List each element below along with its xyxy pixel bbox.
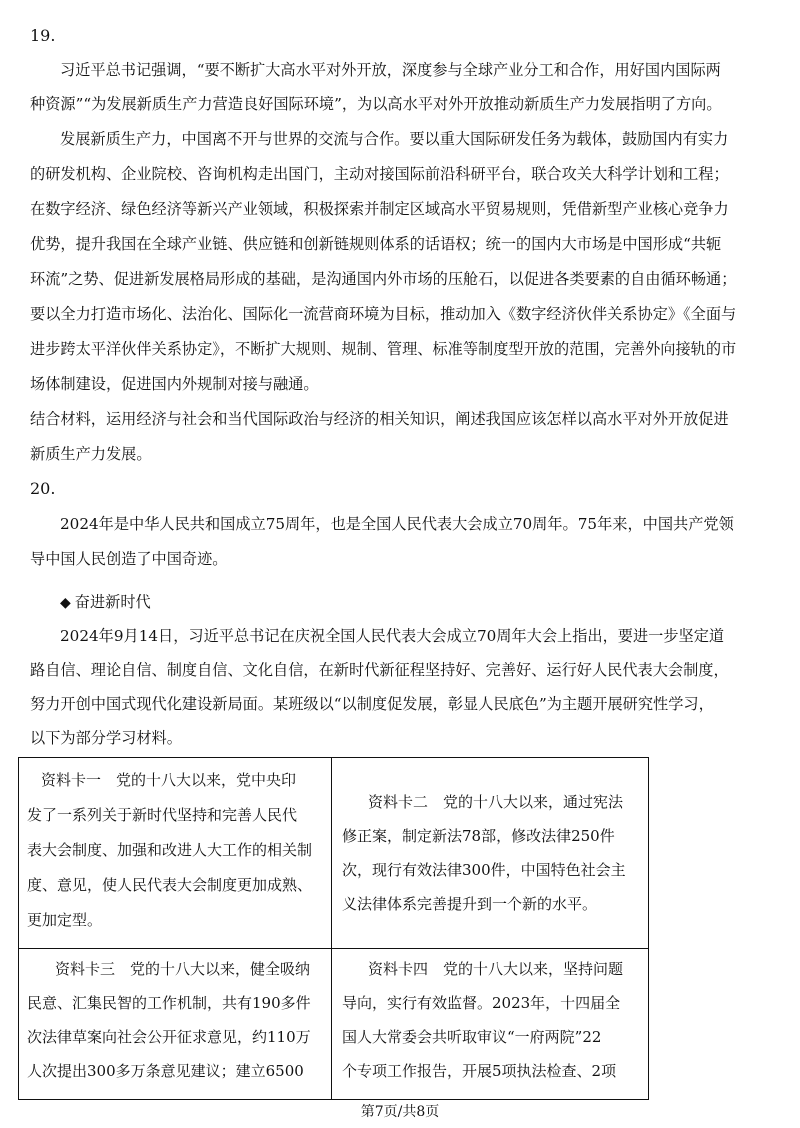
material-card-2 (332, 758, 649, 949)
card4-line: 导向，实行有效监督。2023年，十四届全 (342, 994, 621, 1012)
card2-line: 次，现行有效法律300件，中国特色社会主 (342, 861, 626, 879)
card4-line: 国人大常委会共听取审议“一府两院”22 (342, 1028, 602, 1046)
q20-para-line-2: 路自信、理论自信、制度自信、文化自信，在新时代新征程坚持好、完善好、运行好人民代表大会制度， (30, 661, 729, 679)
card2-line: 资料卡二 党的十八大以来，通过宪法 (368, 793, 624, 811)
card3-line: 资料卡三 党的十八大以来，健全吸纳 (55, 960, 311, 978)
q19-para2-line-8: 场体制建设，促进国内外规制对接与融通。 (30, 375, 319, 393)
page-footer: 第7页/共8页 (360, 1104, 440, 1120)
q19-para2-line-5: 环流”之势、促进新发展格局形成的基础，是沟通国内外市场的压舱石，以促进各类要素的自由循环畅通； (30, 270, 737, 288)
q19-para2-line-2: 的研发机构、企业院校、咨询机构走出国门，主动对接国际前沿科研平台，联合攻关大科学计划和工程； (30, 165, 729, 183)
q20-para-line-3: 努力开创中国式现代化建设新局面。某班级以“以制度促发展，彰显人民底色”为主题开展研究性学习， (30, 695, 714, 713)
q20-section-heading (60, 592, 800, 613)
section-title: 奋进新时代 (74, 593, 151, 611)
q19-question-line-2: 新质生产力发展。 (30, 445, 152, 463)
q19-para2-line-6: 要以全力打造市场化、法治化、国际化一流营商环境为目标，推动加入《数字经济伙伴关系协定》《全面与 (30, 305, 737, 323)
question-20-number: 20. (30, 479, 56, 498)
q19-para1-line-2: 种资源”“为发展新质生产力营造良好国际环境”，为以高水平对外开放推动新质生产力发展指明了方向。 (30, 95, 722, 113)
material-card-1 (19, 758, 332, 949)
q20-intro-line-1: 2024年是中华人民共和国成立75周年，也是全国人民代表大会成立70周年。75年来，中国共产党领 (60, 515, 734, 533)
card2-line: 修正案，制定新法78部，修改法律250件 (342, 827, 615, 845)
question-19-number: 19. (30, 26, 56, 45)
card1-line: 发了一系列关于新时代坚持和完善人民代 (27, 806, 298, 824)
q20-para-line-4: 以下为部分学习材料。 (30, 729, 182, 747)
q20-para-line-1: 2024年9月14日，习近平总书记在庆祝全国人民代表大会成立70周年大会上指出，要进一步坚定道 (60, 627, 725, 645)
card3-line: 民意、汇集民智的工作机制，共有190多件 (27, 994, 311, 1012)
card3-line: 次法律草案向社会公开征求意见，约110万 (27, 1028, 311, 1046)
card1-line: 资料卡一 党的十八大以来，党中央印 (41, 771, 297, 789)
q19-para1-line-1: 习近平总书记强调，“要不断扩大高水平对外开放，深度参与全球产业分工和合作，用好国内国际两 (60, 61, 721, 79)
card2-line: 义法律体系完善提升到一个新的水平。 (342, 895, 598, 913)
material-card-4 (332, 949, 649, 1100)
card1-line: 表大会制度、加强和改进人大工作的相关制 (27, 841, 313, 859)
card1-line: 度、意见，使人民代表大会制度更加成熟、 (27, 876, 313, 894)
q19-para2-line-1: 发展新质生产力，中国离不开与世界的交流与合作。要以重大国际研发任务为载体，鼓励国内有实力 (60, 130, 729, 148)
card4-line: 个专项工作报告，开展5项执法检查、2项 (342, 1062, 617, 1080)
card3-line: 人次提出300多万条意见建议；建立6500 (27, 1062, 304, 1080)
q19-para2-line-7: 进步跨太平洋伙伴关系协定》，不断扩大规则、规制、管理、标准等制度型开放的范围，完善外向接轨的市 (30, 340, 737, 358)
card1-line: 更加定型。 (27, 911, 103, 929)
material-card-3 (19, 949, 332, 1100)
material-cards-table (18, 757, 649, 1100)
diamond-bullet-icon: ◆ (60, 595, 71, 611)
q20-intro-line-2: 导中国人民创造了中国奇迹。 (30, 550, 228, 568)
card4-line: 资料卡四 党的十八大以来，坚持问题 (368, 960, 624, 978)
q19-question-line-1: 结合材料，运用经济与社会和当代国际政治与经济的相关知识，阐述我国应该怎样以高水平对外开放促进 (30, 410, 729, 428)
q19-para2-line-4: 优势，提升我国在全球产业链、供应链和创新链规则体系的话语权；统一的国内大市场是中国形成“共轭 (30, 235, 722, 253)
q19-para2-line-3: 在数字经济、绿色经济等新兴产业领域，积极探索并制定区域高水平贸易规则，凭借新型产业核心竞争力 (30, 200, 729, 218)
